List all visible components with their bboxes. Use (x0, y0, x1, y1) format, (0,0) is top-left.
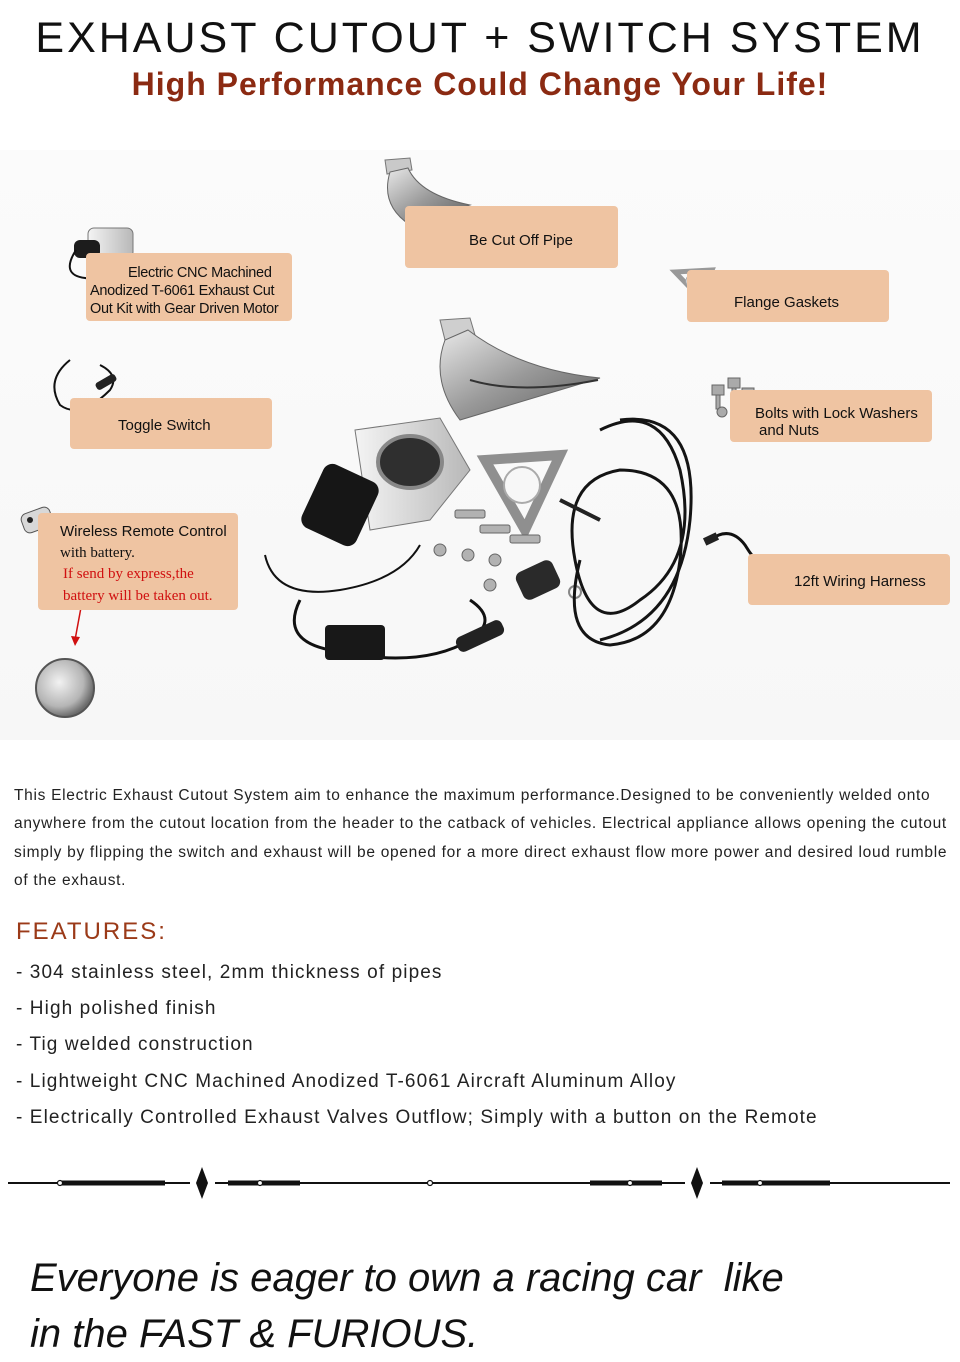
feature-item: - Electrically Controlled Exhaust Valves Outflow; Simply with a button on the Remote (16, 1106, 818, 1128)
feature-item: - Tig welded construction (16, 1034, 254, 1056)
diamond-ornament-icon (691, 1167, 703, 1199)
feature-item: - 304 stainless steel, 2mm thickness of pipes (16, 962, 443, 983)
label-toggle-switch (70, 398, 272, 449)
label-remote-line1: Wireless Remote Control (60, 523, 227, 540)
slogan (30, 1250, 950, 1362)
label-toggle-text: Toggle Switch (118, 417, 211, 434)
label-remote-line2: with battery. (60, 544, 135, 561)
label-harness-text: 12ft Wiring Harness (794, 573, 926, 590)
slogan-line1: Everyone is eager to own a racing car like (30, 1256, 784, 1300)
label-remote (38, 513, 238, 610)
label-wiring-harness (748, 554, 950, 605)
main-kit-image (265, 318, 691, 660)
diamond-ornament-icon (196, 1167, 208, 1199)
label-cnc-line2: Anodized T-6061 Exhaust Cut (90, 283, 275, 299)
page-title: EXHAUST CUTOUT + SWITCH SYSTEM (35, 14, 925, 62)
features-title: FEATURES: (16, 918, 167, 945)
label-bolts-line2: and Nuts (759, 422, 820, 439)
label-remote-line4: battery will be taken out. (63, 587, 213, 604)
label-flange-gaskets (687, 270, 889, 322)
feature-item: - High polished finish (16, 998, 217, 1020)
label-pipe-text: Be Cut Off Pipe (469, 232, 573, 249)
label-cnc-line1: Electric CNC Machined (128, 265, 272, 281)
page-subtitle: High Performance Could Change Your Life! (131, 66, 829, 102)
feature-item: - Lightweight CNC Machined Anodized T-6061 Aircraft Aluminum Alloy (16, 1070, 677, 1092)
label-bolts-line1: Bolts with Lock Washers (755, 405, 918, 422)
label-bolts (730, 390, 932, 442)
label-gaskets-text: Flange Gaskets (734, 294, 840, 311)
label-remote-line3: If send by express,the (63, 566, 194, 582)
features-list (16, 960, 818, 1141)
intro-paragraph: This Electric Exhaust Cutout System aim to enhance the maximum performance.Designed to be conveniently welded onto anywhere from the cutout location from the header to the catback of vehicles. Electrical appliance allows opening the cutout simply by flipping the switch and exhaust will be opened for a more direct exhaust flow more power and desired loud rumble of the exhaust. (14, 786, 948, 889)
battery-coin-image (36, 659, 94, 717)
label-cnc-line3: Out Kit with Gear Driven Motor (90, 301, 279, 317)
ornamental-divider (0, 1163, 960, 1203)
slogan-line2: in the FAST & FURIOUS. (30, 1312, 479, 1356)
label-cnc-kit (86, 253, 292, 321)
label-cut-off-pipe (405, 206, 618, 268)
